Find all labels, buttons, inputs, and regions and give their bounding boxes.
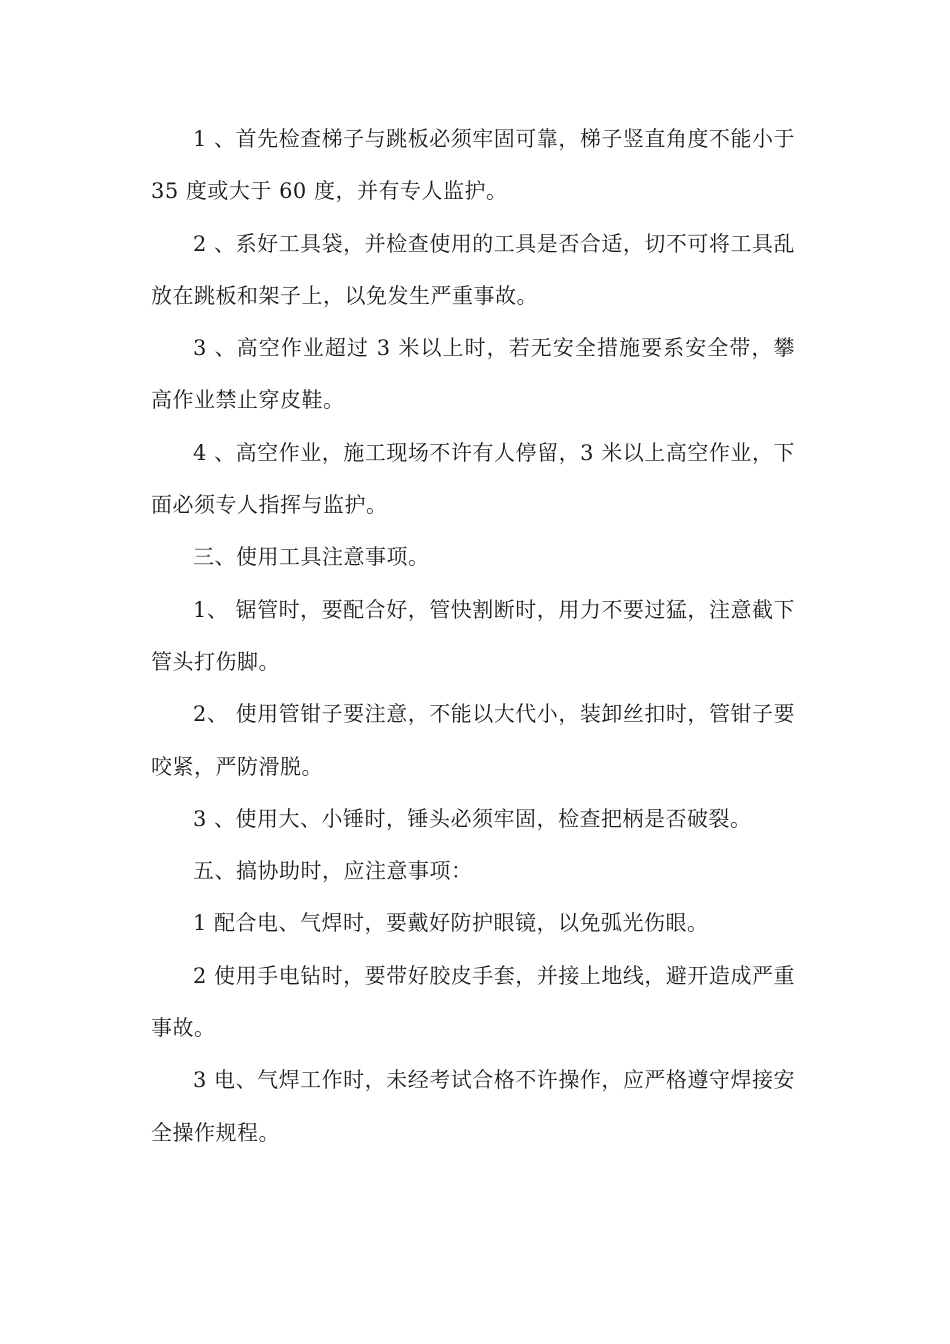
- paragraph-ladder-safety: 1 、首先检查梯子与跳板必须牢固可靠，梯子竖直角度不能小于 35 度或大于 60 度，并有专人监护。: [151, 127, 795, 204]
- document-body: [151, 113, 795, 1159]
- paragraph-welding-goggles: 1 配合电、气焊时，要戴好防护眼镜，以免弧光伤眼。: [193, 911, 709, 936]
- paragraph-no-standing: 4 、高空作业，施工现场不许有人停留，3 米以上高空作业，下面必须专人指挥与监护。: [151, 440, 795, 518]
- paragraph-pipe-sawing: 1、 锯管时，要配合好，管快割断时，用力不要过猛，注意截下管头打伤脚。: [151, 597, 795, 674]
- paragraph-welding-certification: 3 电、气焊工作时，未经考试合格不许操作，应严格遵守焊接安全操作规程。: [151, 1068, 795, 1145]
- paragraph-electric-drill: 2 使用手电钻时，要带好胶皮手套，并接上地线，避开造成严重事故。: [151, 963, 795, 1041]
- paragraph-safety-belt: 3 、高空作业超过 3 米以上时，若无安全措施要系安全带，攀高作业禁止穿皮鞋。: [151, 336, 795, 413]
- section-heading-tools: 三、使用工具注意事项。: [193, 545, 430, 570]
- paragraph-pipe-wrench: 2、 使用管钳子要注意，不能以大代小，装卸丝扣时，管钳子要咬紧，严防滑脱。: [151, 702, 795, 779]
- paragraph-tool-bag: 2 、系好工具袋，并检查使用的工具是否合适，切不可将工具乱放在跳板和架子上，以免发生严重事故。: [151, 231, 795, 308]
- section-heading-assisting: 五、搞协助时，应注意事项：: [193, 859, 473, 884]
- paragraph-hammer: 3 、使用大、小锤时，锤头必须牢固，检查把柄是否破裂。: [193, 806, 752, 831]
